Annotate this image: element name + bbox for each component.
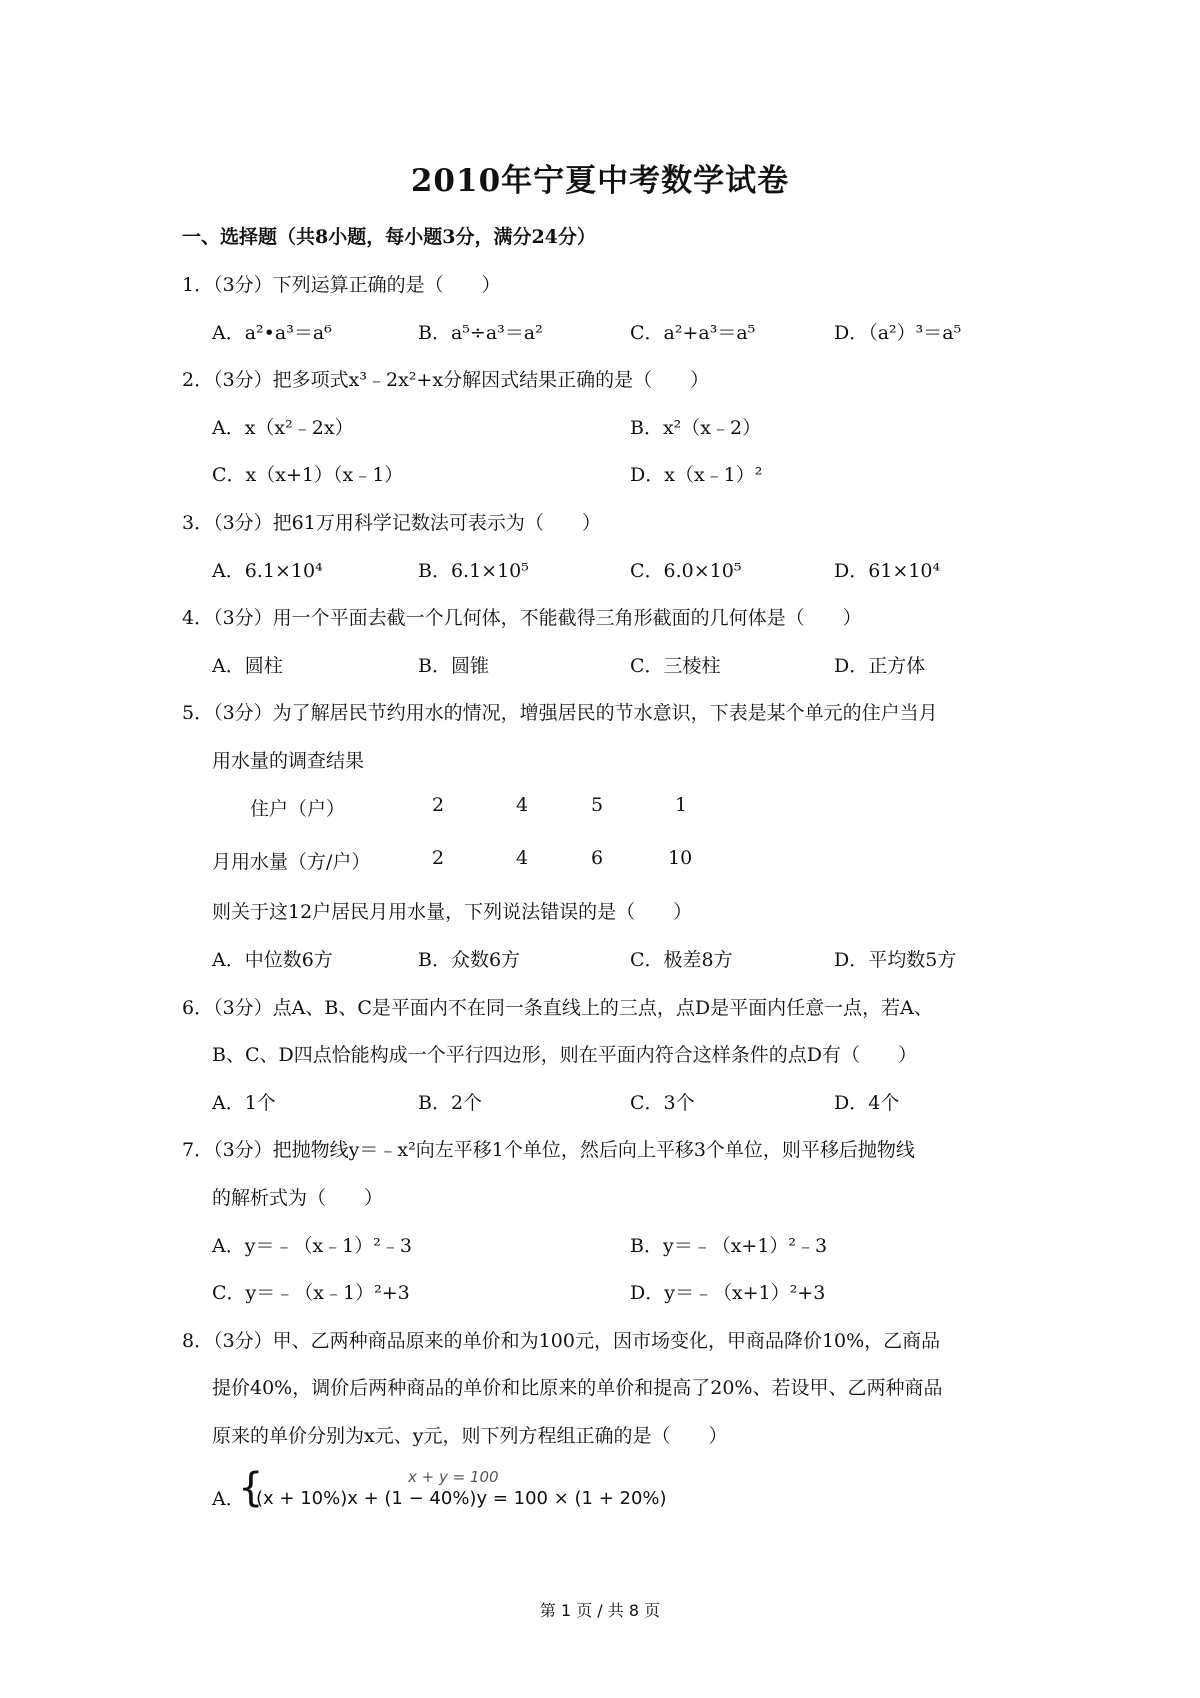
question-7-stem-line1: 7．（3分）把抛物线y＝﹣x²向左平移1个单位，然后向上平移3个单位，则平移后抛物线 (182, 1139, 915, 1161)
question-8-stem-line1: 8．（3分）甲、乙两种商品原来的单价和为100元，因市场变化，甲商品降价10%，乙商品 (182, 1330, 941, 1352)
equation-2: (x + 10%)x + (1 − 40%)y = 100 × (1 + 20%) (256, 1488, 667, 1509)
q1-option-d: D．（a²）³＝a⁵ (834, 322, 962, 344)
q6-option-b: B．2个 (418, 1092, 483, 1114)
q1-option-c: C．a²+a³＝a⁵ (630, 322, 756, 344)
q6-option-c: C．3个 (630, 1092, 695, 1114)
table-cell: 6 (591, 847, 604, 869)
q7-option-d: D．y＝﹣（x+1）²+3 (630, 1282, 826, 1304)
table-row-label-households: 住户（户） (250, 798, 346, 820)
q2-option-d: D．x（x﹣1）² (630, 464, 763, 486)
q2-option-a: A．x（x²﹣2x） (212, 417, 354, 439)
q5-option-d: D．平均数5方 (834, 949, 957, 971)
table-cell: 10 (668, 847, 693, 869)
q5-option-c: C．极差8方 (630, 949, 733, 971)
q3-option-d: D．61×10⁴ (834, 560, 941, 582)
question-6-stem-line2: B、C、D四点恰能构成一个平行四边形，则在平面内符合这样条件的点D有（ ） (212, 1044, 917, 1066)
q3-option-a: A．6.1×10⁴ (212, 560, 323, 582)
brace-icon: { (238, 1465, 264, 1511)
page-footer: 第 1 页 / 共 8 页 (539, 1601, 661, 1620)
q3-option-b: B．6.1×10⁵ (418, 560, 529, 582)
q6-option-a: A．1个 (212, 1092, 276, 1114)
q7-option-a: A．y＝﹣（x﹣1）²﹣3 (212, 1235, 412, 1257)
question-4-stem: 4．（3分）用一个平面去截一个几何体，不能截得三角形截面的几何体是（ ） (182, 607, 862, 629)
table-cell: 4 (516, 847, 529, 869)
q7-option-b: B．y＝﹣（x+1）²﹣3 (630, 1235, 828, 1257)
table-cell: 2 (432, 847, 445, 869)
question-5-stem-line1: 5．（3分）为了解居民节约用水的情况，增强居民的节水意识，下表是某个单元的住户当月 (182, 702, 938, 724)
page-title: 2010年宁夏中考数学试卷 (410, 163, 790, 199)
section-heading: 一、选择题（共8小题，每小题3分，满分24分） (182, 226, 596, 248)
q8-option-a-label: A． (212, 1488, 245, 1510)
q1-option-b: B．a⁵÷a³＝a² (418, 322, 543, 344)
q2-option-b: B．x²（x﹣2） (630, 417, 762, 439)
q4-option-a: A．圆柱 (212, 655, 283, 677)
q4-option-c: C．三棱柱 (630, 655, 721, 677)
question-5-stem-line3: 则关于这12户居民月用水量，下列说法错误的是（ ） (212, 901, 693, 923)
q4-option-b: B．圆锥 (418, 655, 489, 677)
q2-option-c: C．x（x+1）（x﹣1） (212, 464, 404, 486)
table-cell: 2 (432, 794, 445, 816)
question-1-stem: 1．（3分）下列运算正确的是（ ） (182, 274, 501, 296)
q6-option-d: D．4个 (834, 1092, 900, 1114)
q1-option-a: A．a²•a³＝a⁶ (212, 322, 332, 344)
q7-option-c: C．y＝﹣（x﹣1）²+3 (212, 1282, 410, 1304)
question-3-stem: 3．（3分）把61万用科学记数法可表示为（ ） (182, 512, 601, 534)
table-cell: 5 (591, 794, 604, 816)
table-cell: 4 (516, 794, 529, 816)
question-7-stem-line2: 的解析式为（ ） (212, 1187, 384, 1209)
question-6-stem-line1: 6．（3分）点A、B、C是平面内不在同一条直线上的三点，点D是平面内任意一点，若A、 (182, 997, 933, 1019)
question-5-stem-line2: 用水量的调查结果 (212, 750, 365, 772)
question-8-stem-line3: 原来的单价分别为x元、y元，则下列方程组正确的是（ ） (212, 1425, 728, 1447)
q4-option-d: D．正方体 (834, 655, 926, 677)
q3-option-c: C．6.0×10⁵ (630, 560, 742, 582)
equation-1: x + y = 100 (408, 1468, 499, 1486)
q5-option-a: A．中位数6方 (212, 949, 333, 971)
question-8-stem-line2: 提价40%，调价后两种商品的单价和比原来的单价和提高了20%、若设甲、乙两种商品 (212, 1377, 943, 1399)
q5-option-b: B．众数6方 (418, 949, 521, 971)
table-row-label-water: 月用水量（方/户） (212, 851, 371, 873)
question-2-stem: 2．（3分）把多项式x³﹣2x²+x分解因式结果正确的是（ ） (182, 369, 710, 391)
table-cell: 1 (675, 794, 688, 816)
